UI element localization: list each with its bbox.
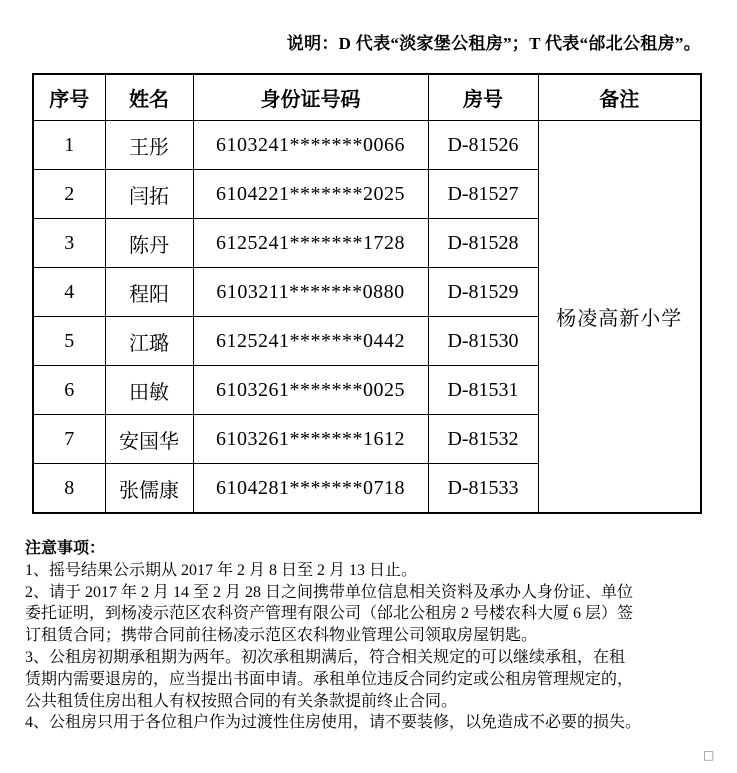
row-name-cell: 闫拓: [105, 170, 193, 219]
row-name-cell: 陈丹: [105, 219, 193, 268]
note-line: 订租赁合同；携带合同前往杨凌示范区农科物业管理公司领取房屋钥匙。: [25, 627, 538, 645]
table-row: [33, 121, 701, 170]
row-seq-cell: 3: [33, 219, 105, 268]
note-line: 委托证明，到杨凌示范区农科资产管理有限公司（邰北公租房 2 号楼农科大厦 6 层）签: [25, 605, 634, 623]
notes-title: 注意事项：: [25, 540, 106, 557]
remark-merged-cell: 杨凌高新小学: [538, 121, 701, 514]
end-of-document-mark: □: [703, 748, 715, 762]
row-room-cell: D-81530: [428, 317, 538, 366]
row-name-cell: 王彤: [105, 121, 193, 170]
note-line: 4、公租房只用于各位租户作为过渡性住房使用，请不要装修，以免造成不必要的损失。: [25, 714, 642, 732]
col-header-id: 身份证号码: [193, 74, 428, 121]
row-id-cell: 6125241*******1728: [193, 219, 428, 268]
row-id-cell: 6104221*******2025: [193, 170, 428, 219]
row-name-cell: 江璐: [105, 317, 193, 366]
table-header-row: [33, 74, 701, 121]
row-seq-cell: 2: [33, 170, 105, 219]
note-line: 公共租赁住房出租人有权按照合同的有关条款提前终止合同。: [25, 692, 458, 710]
row-id-cell: 6103261*******1612: [193, 415, 428, 464]
row-name-cell: 安国华: [105, 415, 193, 464]
row-room-cell: D-81532: [428, 415, 538, 464]
legend-note: 说明：D 代表“淡家堡公租房”；T 代表“邰北公租房”。: [286, 34, 701, 53]
row-room-cell: D-81529: [428, 268, 538, 317]
note-line: 3、公租房初期承租期为两年。初次承租期满后，符合相关规定的可以继续承租，在租: [25, 648, 626, 666]
row-room-cell: D-81527: [428, 170, 538, 219]
row-id-cell: 6103261*******0025: [193, 366, 428, 415]
row-seq-cell: 6: [33, 366, 105, 415]
row-seq-cell: 5: [33, 317, 105, 366]
row-id-cell: 6125241*******0442: [193, 317, 428, 366]
note-line: 赁期内需要退房的，应当提出书面申请。承租单位违反合同约定或公租房管理规定的，: [25, 670, 634, 688]
row-seq-cell: 7: [33, 415, 105, 464]
roster-table: [32, 73, 702, 514]
note-line: 2、请于 2017 年 2 月 14 至 2 月 28 日之间携带单位信息相关资料及承办人身份证、单位: [25, 583, 634, 601]
row-name-cell: 程阳: [105, 268, 193, 317]
col-header-remark: 备注: [538, 74, 701, 121]
row-seq-cell: 8: [33, 464, 105, 514]
row-seq-cell: 1: [33, 121, 105, 170]
note-line: 1、摇号结果公示期从 2017 年 2 月 8 日至 2 月 13 日止。: [25, 561, 418, 579]
row-seq-cell: 4: [33, 268, 105, 317]
col-header-room: 房号: [428, 74, 538, 121]
row-name-cell: 田敏: [105, 366, 193, 415]
row-id-cell: 6104281*******0718: [193, 464, 428, 514]
row-room-cell: D-81526: [428, 121, 538, 170]
notes-section: [25, 538, 715, 734]
row-name-cell: 张儒康: [105, 464, 193, 514]
col-header-name: 姓名: [105, 74, 193, 121]
row-room-cell: D-81531: [428, 366, 538, 415]
row-room-cell: D-81533: [428, 464, 538, 514]
row-id-cell: 6103241*******0066: [193, 121, 428, 170]
row-room-cell: D-81528: [428, 219, 538, 268]
col-header-seq: 序号: [33, 74, 105, 121]
row-id-cell: 6103211*******0880: [193, 268, 428, 317]
